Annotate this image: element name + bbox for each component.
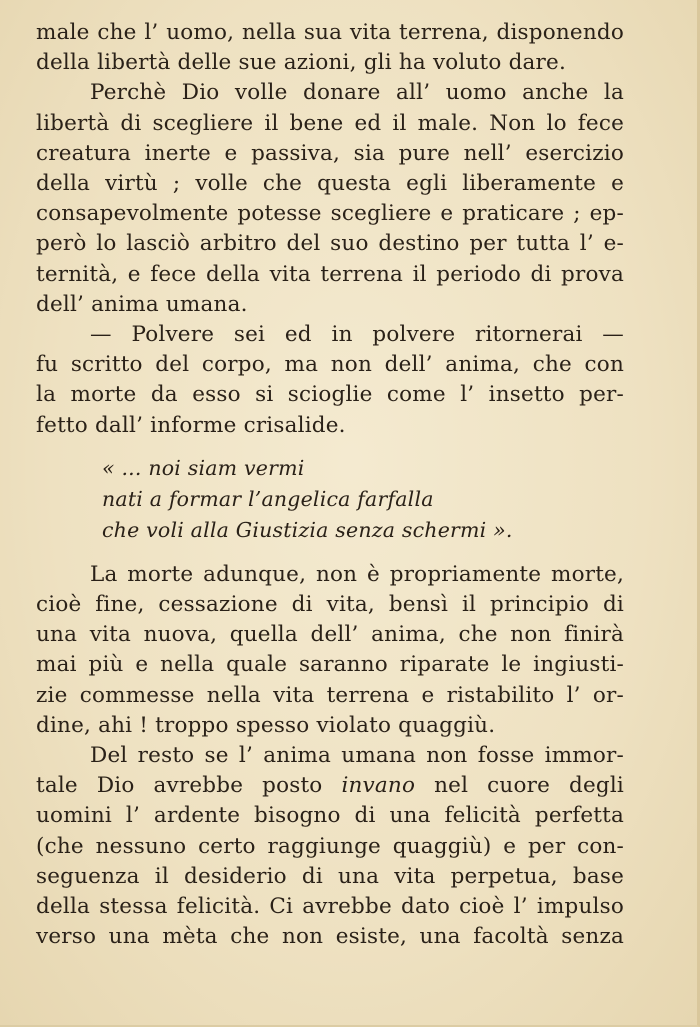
text-line: una vita nuova, quella dell’ anima, che non finirà bbox=[36, 622, 624, 648]
paragraph-2 bbox=[36, 78, 624, 320]
text-line: dell’ anima umana. bbox=[36, 291, 248, 317]
text-line: fu scritto del corpo, ma non dell’ anima, che con bbox=[36, 352, 624, 378]
text-line: Perchè Dio volle donare all’ uomo anche la bbox=[90, 80, 624, 106]
paragraph-5 bbox=[36, 741, 624, 952]
text-line: la morte da esso si scioglie come l’ insetto per- bbox=[36, 382, 624, 408]
text-line: (che nessuno certo raggiunge quaggiù) e per con- bbox=[36, 833, 624, 859]
text-line: ternità, e fece della vita terrena il periodo di prova bbox=[36, 261, 624, 287]
text-fragment: nel cuore degli bbox=[415, 773, 624, 799]
text-line: libertà di scegliere il bene ed il male. Non lo fece bbox=[36, 110, 624, 136]
text-line: dine, ahi ! troppo spesso violato quaggiù. bbox=[36, 712, 496, 738]
paragraph-1 bbox=[36, 18, 624, 78]
paragraph-4 bbox=[36, 560, 624, 741]
quote-line: nati a formar l’angelica farfalla bbox=[102, 486, 434, 511]
paragraph-3 bbox=[36, 320, 624, 441]
text-line: della virtù ; volle che questa egli liberamente e bbox=[36, 171, 624, 197]
text-line: La morte adunque, non è propriamente morte, bbox=[90, 561, 624, 587]
text-line: uomini l’ ardente bisogno di una felicità perfetta bbox=[36, 803, 624, 829]
text-line: però lo lasciò arbitro del suo destino per tutta l’ e- bbox=[36, 231, 624, 257]
text-line: della stessa felicità. Ci avrebbe dato cioè l’ impulso bbox=[36, 894, 624, 920]
text-line: Del resto se l’ anima umana non fosse immor- bbox=[90, 743, 624, 769]
text-line: della libertà delle sue azioni, gli ha voluto dare. bbox=[36, 50, 566, 76]
text-line: seguenza il desiderio di una vita perpetua, base bbox=[36, 863, 624, 889]
text-line: mai più e nella quale saranno riparate le ingiusti- bbox=[36, 652, 624, 678]
text-line: consapevolmente potesse scegliere e praticare ; ep- bbox=[36, 201, 624, 227]
text-line: fetto dall’ informe crisalide. bbox=[36, 412, 346, 438]
quote-line: che voli alla Giustizia senza schermi ». bbox=[102, 517, 513, 542]
text-line: — Polvere sei ed in polvere ritornerai — bbox=[90, 322, 624, 348]
text-line bbox=[36, 771, 624, 801]
text-line: cioè fine, cessazione di vita, bensì il principio di bbox=[36, 592, 624, 618]
text-line: creatura inerte e passiva, sia pure nell’ esercizio bbox=[36, 140, 624, 166]
emphasized-word: invano bbox=[341, 773, 416, 799]
page-text bbox=[36, 18, 624, 952]
dante-quotation bbox=[36, 453, 624, 546]
text-line: verso una mèta che non esiste, una facoltà senza bbox=[36, 924, 624, 950]
text-line: zie commesse nella vita terrena e ristabilito l’ or- bbox=[36, 682, 624, 708]
text-fragment: tale Dio avrebbe posto bbox=[36, 773, 342, 799]
quote-line: « ... noi siam vermi bbox=[102, 455, 305, 480]
text-line: male che l’ uomo, nella sua vita terrena, disponendo bbox=[36, 20, 624, 45]
